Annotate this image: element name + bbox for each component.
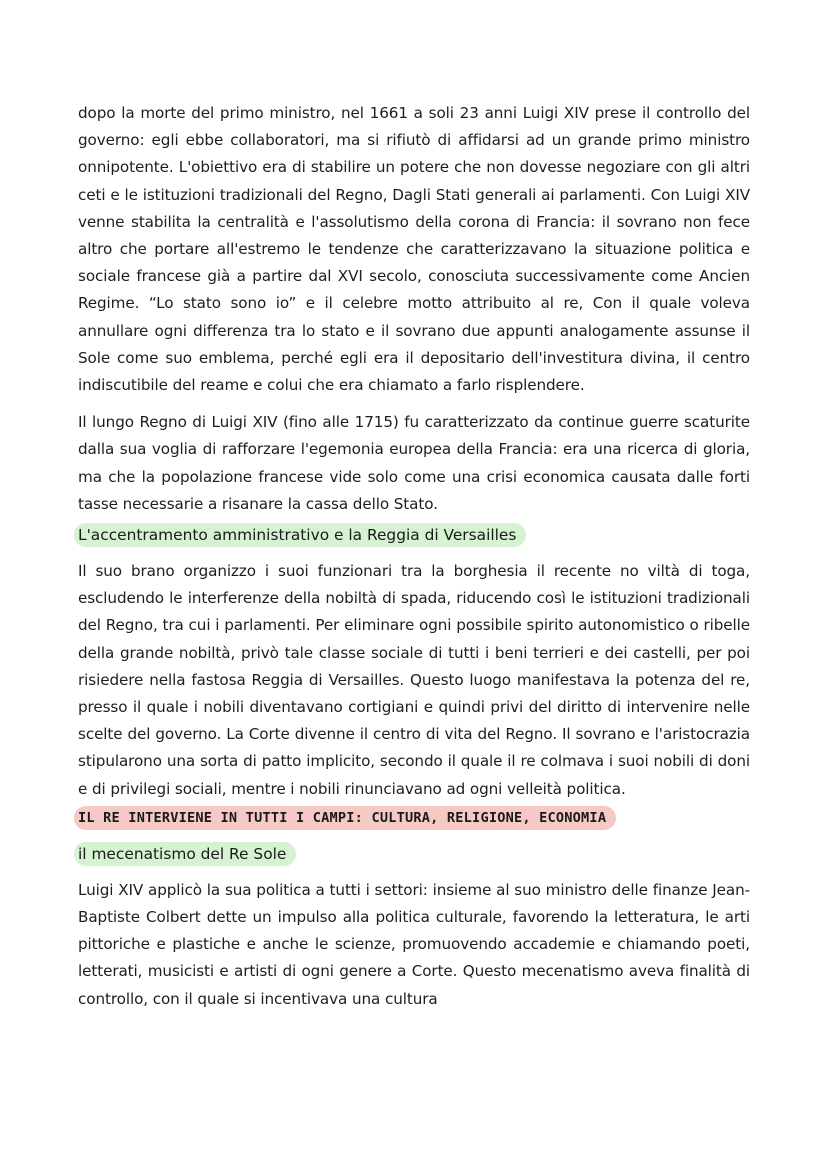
section-heading-wrap	[78, 522, 750, 548]
chapter-heading-wrap	[78, 805, 750, 831]
paragraph-luigi-xiv-governo: dopo la morte del primo ministro, nel 1661 a soli 23 anni Luigi XIV prese il controllo del governo: egli ebbe collaboratori, ma si rifiutò di affidarsi ad un grande primo ministro onnipotente. L'obiettivo era di stabilire un potere che non dovesse negoziare con gli altri ceti e le istituzioni tradizionali del Regno, Dagli Stati generali ai parlamenti. Con Luigi XIV venne stabilita la centralità e l'assolutismo della corona di Francia: il sovrano non fece altro che portare all'estremo le tendenze che caratterizzavano la situazione politica e sociale francese già a partire dal XVI secolo, conosciuta successivamente come Ancien Regime. “Lo stato sono io” e il celebre motto attribuito al re, Con il quale voleva annullare ogni differenza tra lo stato e il sovrano due appunti analogamente assunse il Sole come suo emblema, perché egli era il depositario dell'investitura divina, il centro indiscutibile del reame e colui che era chiamato a farlo risplendere.	[78, 104, 750, 395]
document-page	[78, 100, 750, 1013]
paragraph-accentramento: Il suo brano organizzo i suoi funzionari tra la borghesia il recente no viltà di toga, escludendo le interferenze della nobiltà di spada, riducendo così le istituzioni tradizionali del Regno, tra cui i parlamenti. Per eliminare ogni possibile spirito autonomistico o ribelle della grande nobiltà, privò tale classe sociale di tutti i beni terrieri e dei castelli, per poi risiedere nella fastosa Reggia di Versailles. Questo luogo manifestava la potenza del re, presso il quale i nobili diventavano cortigiani e quindi privi del diritto di intervenire nelle scelte del governo. La Corte divenne il centro di vita del Regno. Il sovrano e l'aristocrazia stipularono una sorta di patto implicito, secondo il quale il re colmava i suoi nobili di doni e di privilegi sociali, mentre i nobili rinunciavano ad ogni velleità politica.	[78, 562, 750, 798]
chapter-heading-campi: IL RE INTERVIENE IN TUTTI I CAMPI: CULTURA, RELIGIONE, ECONOMIA	[74, 806, 616, 830]
subsection-heading-wrap	[78, 841, 750, 867]
paragraph-mecenatismo: Luigi XIV applicò la sua politica a tutti i settori: insieme al suo ministro delle finanze Jean-Baptiste Colbert dette un impulso alla politica culturale, favorendo la letteratura, le arti pittoriche e plastiche e anche le scienze, promuovendo accademie e chiamando poeti, letterati, musicisti e artisti di ogni genere a Corte. Questo mecenatismo aveva finalità di controllo, con il quale si incentivava una cultura	[78, 880, 750, 1008]
section-heading-mecenatismo: il mecenatismo del Re Sole	[74, 842, 296, 866]
paragraph-regno-guerre: Il lungo Regno di Luigi XIV (fino alle 1715) fu caratterizzato da continue guerre scaturite dalla sua voglia di rafforzare l'egemonia europea della Francia: era una ricerca di gloria, ma che la popolazione francese vide solo come una crisi economica causata dalle forti tasse necessarie a risanare la cassa dello Stato.	[78, 413, 750, 513]
section-heading-versailles: L'accentramento amministrativo e la Reggia di Versailles	[74, 523, 526, 547]
